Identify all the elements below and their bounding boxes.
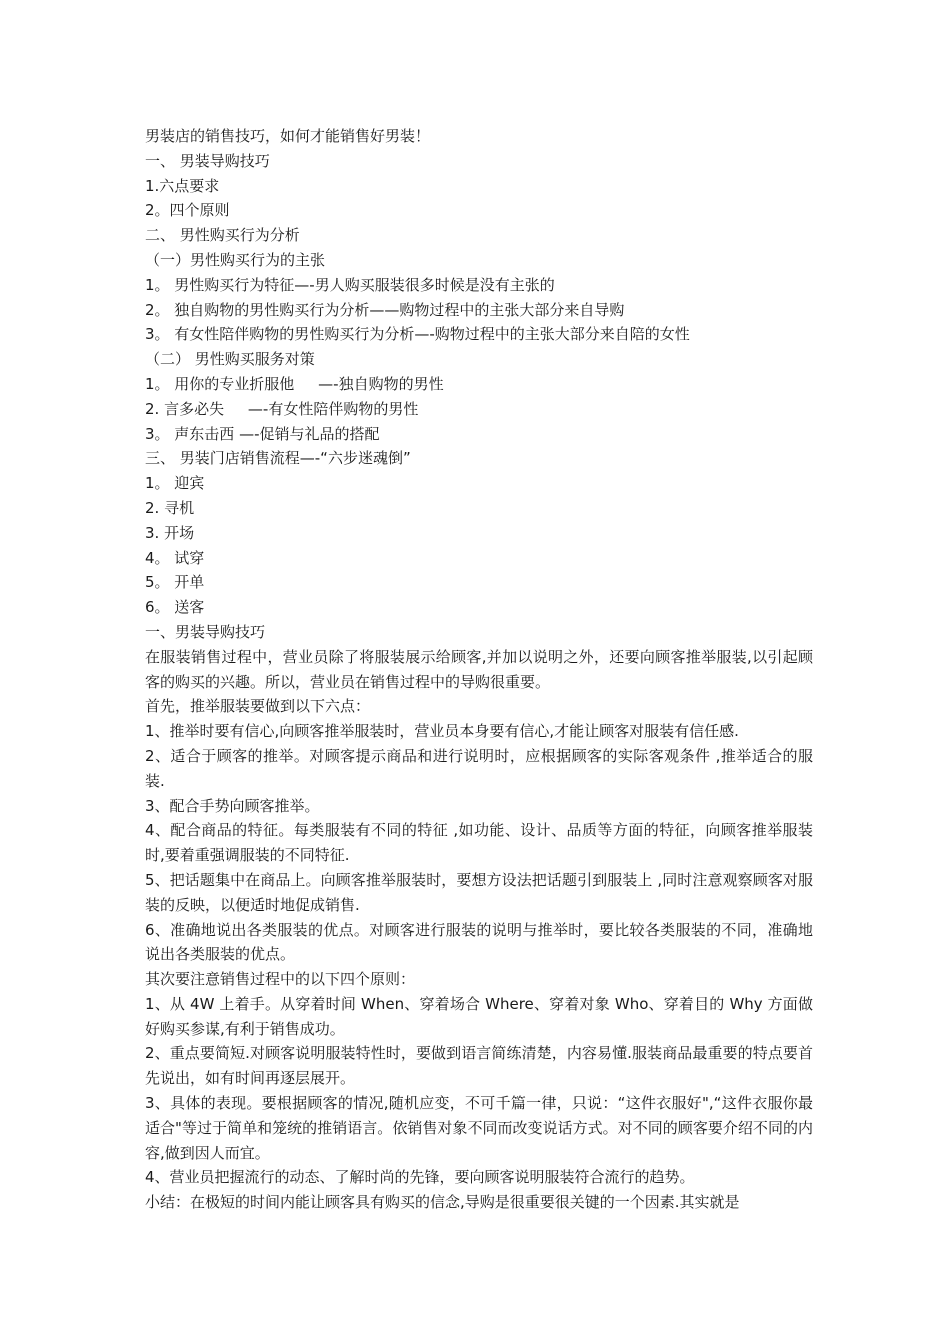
section-heading: 一、男装导购技巧 [145, 622, 266, 641]
outline-item: 1。 用你的专业折服他 —-独自购物的男性 [145, 374, 444, 393]
outline-item: 2。 独自购物的男性购买行为分析——购物过程中的主张大部分来自导购 [145, 300, 625, 319]
outline-step: 1。 迎宾 [145, 474, 205, 493]
outline-heading-3: 三、 男装门店销售流程—-“六步迷魂倒” [145, 449, 411, 468]
outline-item: 2。四个原则 [145, 201, 230, 220]
body-paragraph: 4、配合商品的特征。每类服装有不同的特征 ,如功能、设计、品质等方面的特征，向顾客推举服装时,要着重强调服装的不同特征. [145, 821, 813, 865]
outline-item: 1.六点要求 [145, 176, 220, 195]
body-paragraph: 首先，推举服装要做到以下六点： [145, 697, 371, 716]
outline-step: 5。 开单 [145, 573, 205, 592]
outline-item: 3。 有女性陪伴购物的男性购买行为分析—-购物过程中的主张大部分来自陪的女性 [145, 325, 690, 344]
body-paragraph: 1、推举时要有信心,向顾客推举服装时，营业员本身要有信心,才能让顾客对服装有信任感. [145, 722, 739, 741]
body-paragraph: 2、适合于顾客的推举。对顾客提示商品和进行说明时，应根据顾客的实际客观条件 ,推举适合的服装. [145, 746, 813, 790]
body-paragraph: 4、营业员把握流行的动态、了解时尚的先锋，要向顾客说明服装符合流行的趋势。 [145, 1168, 695, 1187]
body-paragraph: 5、把话题集中在商品上。向顾客推举服装时，要想方设法把话题引到服装上 ,同时注意观察顾客对服装的反映，以便适时地促成销售. [145, 870, 813, 914]
outline-step: 6。 送客 [145, 598, 205, 617]
outline-subheading: （一）男性购买行为的主张 [145, 250, 326, 269]
outline-subheading: （二） 男性购买服务对策 [145, 350, 315, 369]
outline-step: 2. 寻机 [145, 498, 195, 517]
body-paragraph: 1、从 4W 上着手。从穿着时间 When、穿着场合 Where、穿着对象 Who、穿着目的 Why 方面做好购买参谋,有利于销售成功。 [145, 994, 813, 1038]
outline-item: 3。 声东击西 —-促销与礼品的搭配 [145, 424, 380, 443]
document-body [145, 124, 813, 1215]
body-paragraph: 在服装销售过程中，营业员除了将服装展示给顾客,并加以说明之外，还要向顾客推举服装,以引起顾客的购买的兴趣。所以，营业员在销售过程中的导购很重要。 [145, 647, 813, 691]
body-paragraph: 其次要注意销售过程中的以下四个原则： [145, 970, 416, 989]
outline-heading-2: 二、 男性购买行为分析 [145, 226, 300, 245]
body-paragraph: 3、配合手势向顾客推举。 [145, 796, 320, 815]
outline-step: 3. 开场 [145, 523, 195, 542]
body-paragraph: 2、重点要简短.对顾客说明服装特性时，要做到语言简练清楚，内容易懂.服装商品最重要的特点要首先说出，如有时间再逐层展开。 [145, 1044, 813, 1088]
body-paragraph: 3、具体的表现。要根据顾客的情况,随机应变，不可千篇一律，只说：“这件衣服好",“这件衣服你最适合"等过于简单和笼统的推销语言。依销售对象不同而改变说话方式。对不同的顾客要介绍不同的内容,做到因人而宜。 [145, 1094, 813, 1162]
summary-paragraph: 小结：在极短的时间内能让顾客具有购买的信念,导购是很重要很关键的一个因素.其实就是 [145, 1193, 740, 1212]
outline-step: 4。 试穿 [145, 548, 205, 567]
outline-heading-1: 一、 男装导购技巧 [145, 151, 270, 170]
outline-item: 2. 言多必失 —-有女性陪伴购物的男性 [145, 399, 419, 418]
document-title: 男装店的销售技巧，如何才能销售好男装！ [145, 127, 431, 145]
body-paragraph: 6、准确地说出各类服装的优点。对顾客进行服装的说明与推举时，要比较各类服装的不同，准确地说出各类服装的优点。 [145, 920, 813, 964]
outline-item: 1。 男性购买行为特征—-男人购买服装很多时候是没有主张的 [145, 275, 555, 294]
